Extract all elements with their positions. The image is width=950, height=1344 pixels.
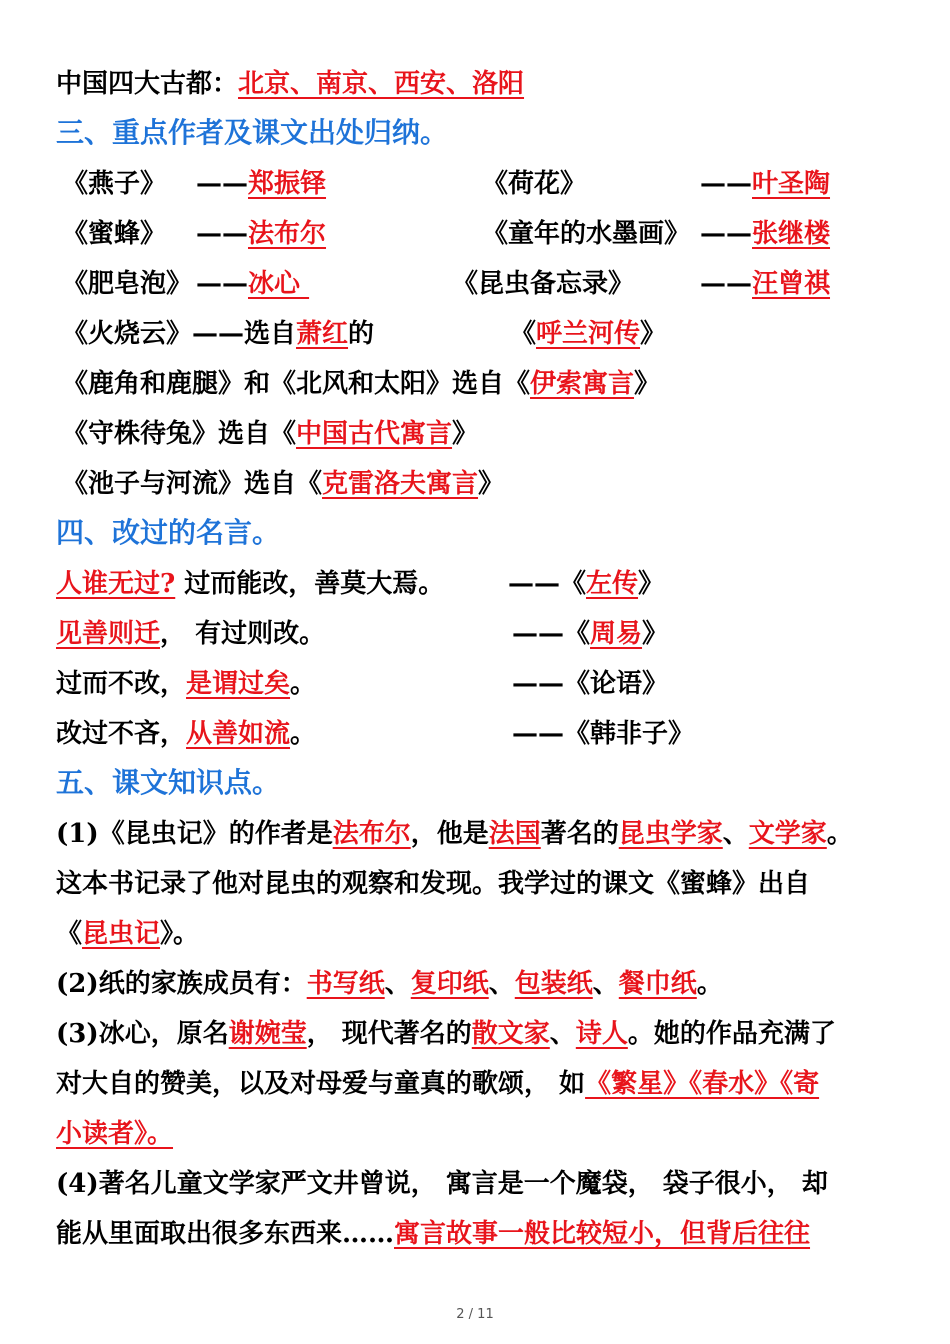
capitals-answer: 北京、南京、西安、洛阳 [238, 69, 525, 99]
section3-heading: 三、重点作者及课文出处归纳。 [56, 116, 449, 149]
source-answer: 呼兰河传 [536, 319, 641, 349]
capitals-line [56, 66, 524, 102]
page-number: 2 / 11 [456, 1307, 494, 1322]
author-answer: 郑振铎 [248, 169, 327, 199]
author-line: ——郑振铎 [196, 169, 327, 199]
title-kunchong: 《昆虫备忘录》 [452, 269, 635, 299]
title-mifeng: 《蜜蜂》 [62, 219, 167, 249]
author-answer: 冰心 [248, 269, 301, 299]
capitals-label: 中国四大古都： [56, 69, 239, 99]
quote-source: ——《韩非子》 [512, 719, 695, 749]
source-answer: 克雷洛夫寓言 [322, 469, 479, 499]
author-line: ——张继楼 [700, 219, 831, 249]
author-line: ——法布尔 [196, 219, 327, 249]
quote-answer: 是谓过矣 [186, 669, 291, 699]
author-line: ——汪曾祺 [700, 269, 831, 299]
author-answer: 萧红 [296, 319, 349, 349]
title-yanzi: 《燕子》 [62, 169, 167, 199]
quote-answer: 从善如流 [186, 719, 291, 749]
author-answer: 法布尔 [248, 219, 327, 249]
source-answer: 伊索寓言 [530, 369, 635, 399]
source-answer: 中国古代寓言 [296, 419, 453, 449]
quote-answer: 见善则迁 [56, 619, 161, 649]
author-answer: 张继楼 [752, 219, 831, 249]
quote-answer: 人谁无过? [56, 569, 176, 599]
section4-heading: 四、改过的名言。 [56, 516, 281, 549]
author-line: ——叶圣陶 [700, 169, 831, 199]
title-tongnian: 《童年的水墨画》 [482, 219, 691, 249]
author-answer: 汪曾祺 [752, 269, 831, 299]
knowledge-point-2: (2)纸的家族成员有：书写纸、复印纸、包装纸、餐巾纸。 [56, 969, 723, 999]
quote-source: ——《周易》 [512, 619, 669, 649]
shouzhu-line: 《守株待兔》选自《中国古代寓言》 [62, 419, 479, 449]
author-line: ——冰心 [196, 269, 301, 299]
lujiao-line: 《鹿角和鹿腿》和《北风和太阳》选自《伊索寓言》 [62, 369, 661, 399]
title-feizaopao: 《肥皂泡》 [62, 269, 193, 299]
author-answer: 叶圣陶 [752, 169, 831, 199]
section5-heading: 五、课文知识点。 [56, 766, 281, 799]
title-hehua: 《荷花》 [482, 169, 587, 199]
quote-source: ——《左传》 [508, 569, 665, 599]
chizi-line: 《池子与河流》选自《克雷洛夫寓言》 [62, 469, 505, 499]
quote-source: ——《论语》 [512, 669, 669, 699]
